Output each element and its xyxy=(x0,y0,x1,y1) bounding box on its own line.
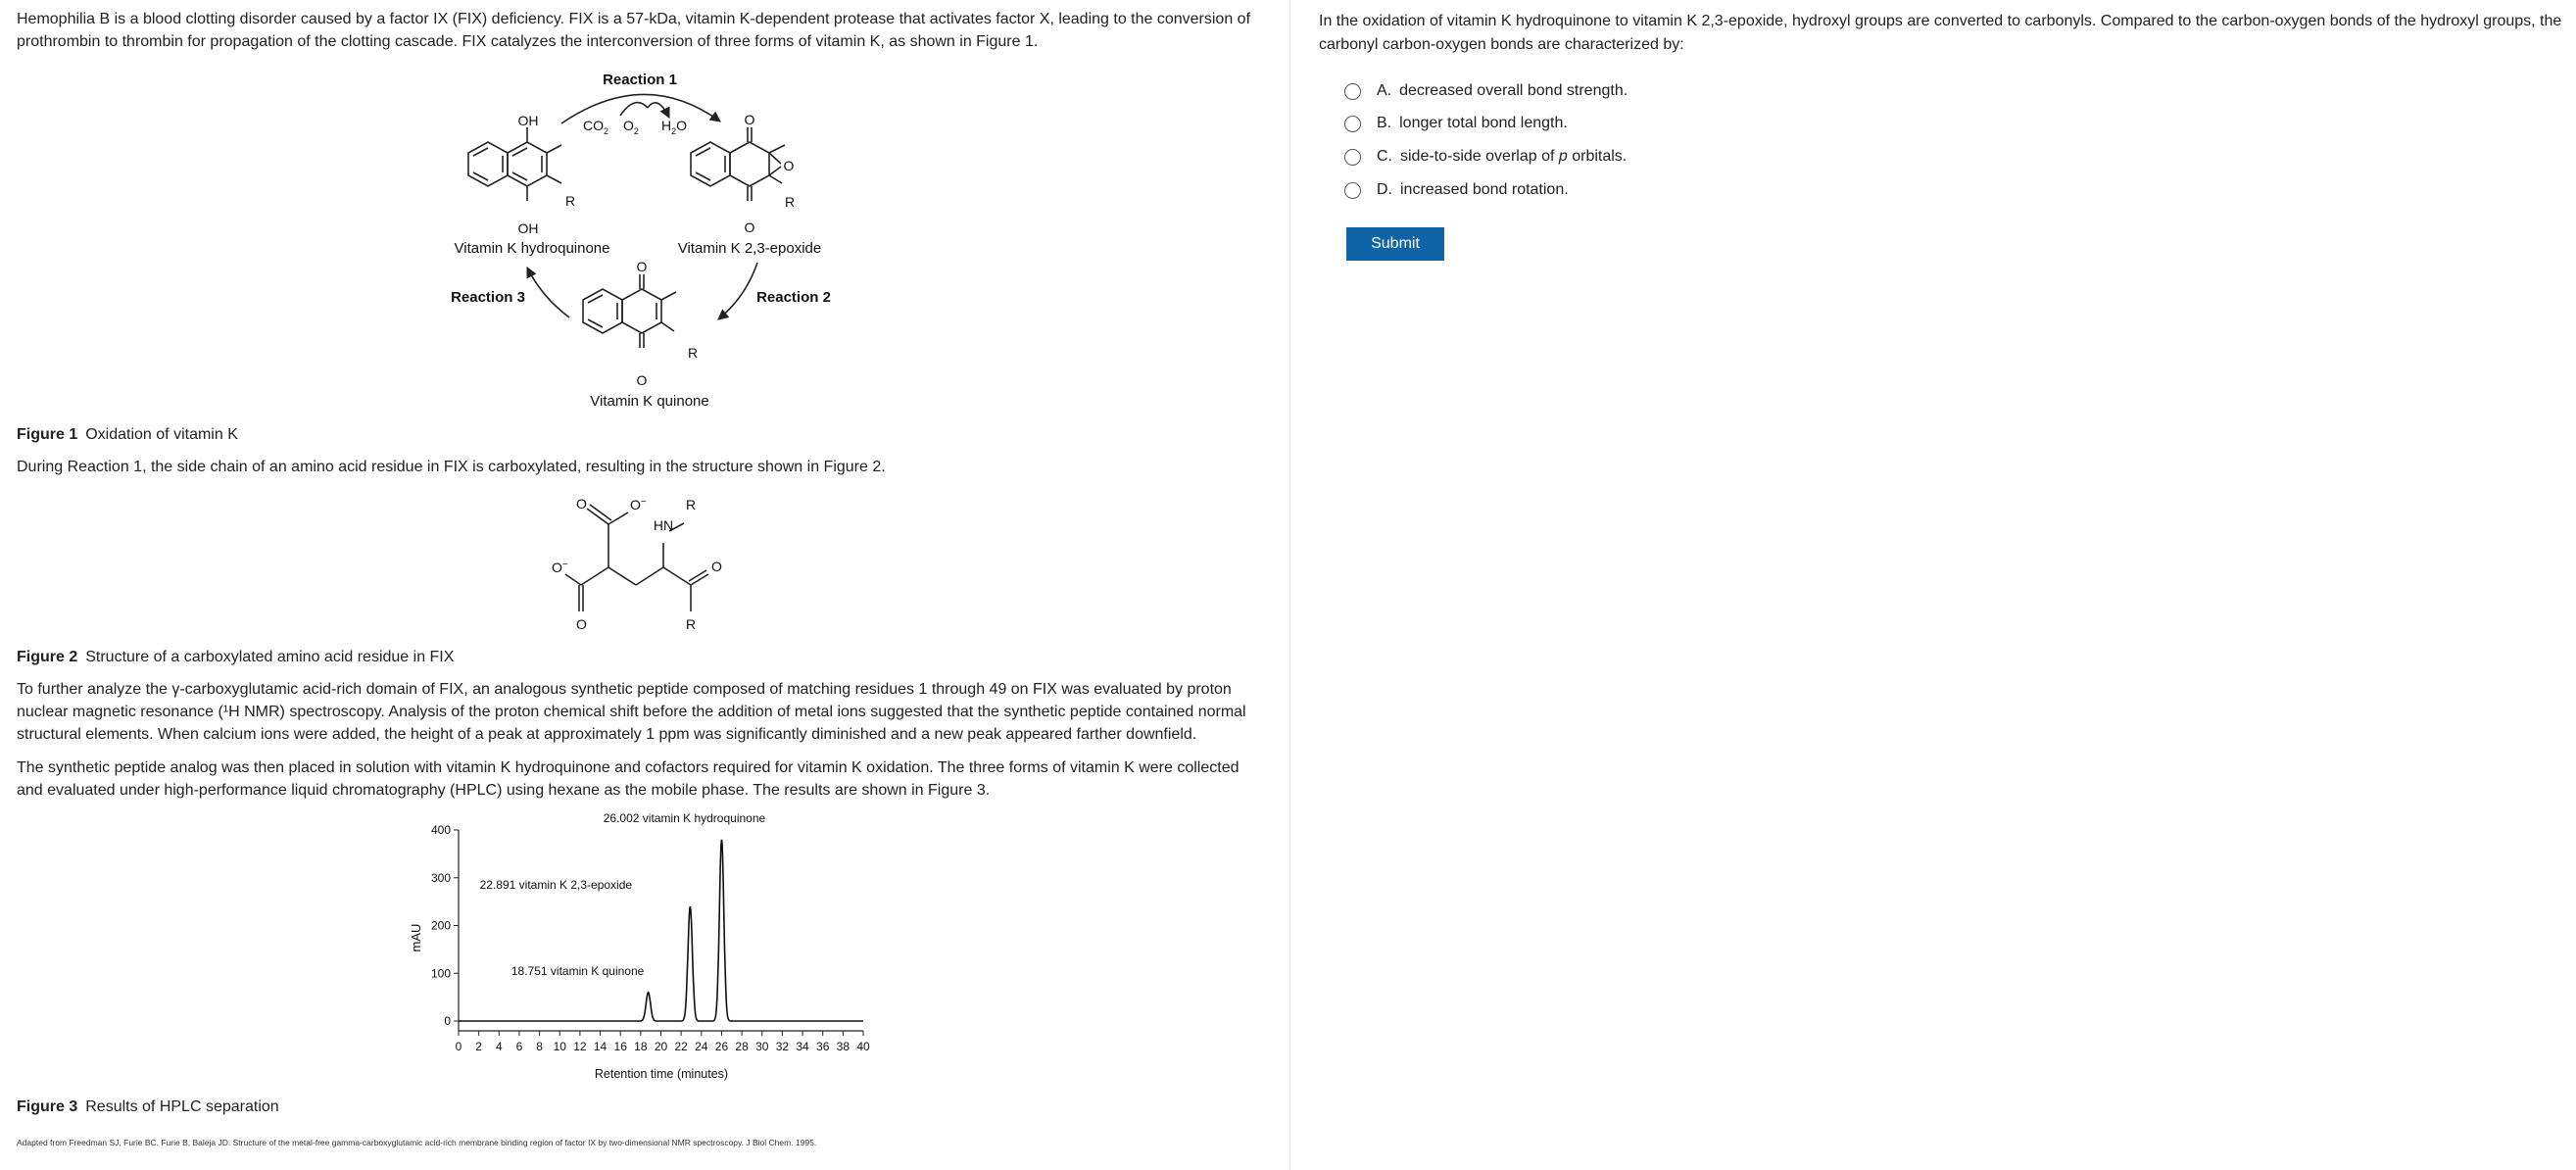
question-stem: In the oxidation of vitamin K hydroquinone to vitamin K 2,3-epoxide, hydroxyl groups are converted to carbonyls. Compared to the carbon-oxygen bonds of the hydroxyl groups, the carbonyl carbon-oxygen bonds are characterized by: xyxy=(1319,13,2562,53)
y-tick-label: 300 xyxy=(430,870,451,885)
svg-text:O: O xyxy=(744,219,755,235)
option-b[interactable] xyxy=(1344,113,1568,134)
option-a-text: decreased overall bond strength. xyxy=(1399,82,1628,99)
x-tick-label: 16 xyxy=(613,1040,627,1053)
x-tick-label: 26 xyxy=(714,1040,729,1053)
option-d-radio[interactable] xyxy=(1344,182,1361,199)
svg-text:R: R xyxy=(565,193,576,209)
svg-text:HN: HN xyxy=(653,517,674,533)
svg-text:O: O xyxy=(636,259,648,274)
option-d[interactable] xyxy=(1344,179,1569,201)
option-c-text: side-to-side overlap of p orbitals. xyxy=(1400,148,1628,165)
option-a-radio[interactable] xyxy=(1344,83,1361,100)
x-tick-label: 8 xyxy=(536,1040,543,1053)
option-c-radio[interactable] xyxy=(1344,149,1361,166)
hydroquinone-structure xyxy=(468,127,561,201)
option-a-letter: A. xyxy=(1377,82,1392,99)
x-axis-label: Retention time (minutes) xyxy=(594,1067,729,1081)
source-citation: Adapted from Freedman SJ, Furie BC, Furie B, Baleja JD. Structure of the metal-free gamma-carboxyglutamic acid-rich membrane binding region of factor IX by two-dimensional NMR spectroscopy. J Biol Chem. 1995. xyxy=(17,1138,817,1147)
option-a[interactable] xyxy=(1344,80,1628,102)
reaction-1-label: Reaction 1 xyxy=(603,72,677,88)
svg-text:O−: O− xyxy=(552,560,568,575)
figure-2-structure xyxy=(522,490,757,637)
option-b-letter: B. xyxy=(1377,115,1392,131)
figure-2-caption: Figure 2 Structure of a carboxylated amino acid residue in FIX xyxy=(17,649,455,665)
option-c[interactable] xyxy=(1344,146,1627,168)
option-d-text: increased bond rotation. xyxy=(1400,181,1569,198)
passage-paragraph-2: During Reaction 1, the side chain of an amino acid residue in FIX is carboxylated, resulting in the structure shown in Figure 2. xyxy=(17,459,886,475)
x-tick-label: 4 xyxy=(495,1040,503,1053)
chromatogram-line xyxy=(459,840,863,1021)
peak-label: 26.002 vitamin K hydroquinone xyxy=(603,810,766,825)
svg-text:R: R xyxy=(785,194,796,210)
y-axis-label: mAU xyxy=(409,923,423,952)
option-b-text: longer total bond length. xyxy=(1399,115,1568,131)
svg-text:O: O xyxy=(636,372,648,388)
svg-text:OH: OH xyxy=(517,113,539,128)
quinone-structure xyxy=(583,274,676,348)
x-tick-label: 34 xyxy=(796,1040,809,1053)
x-tick-label: 12 xyxy=(573,1040,587,1053)
quinone-label: Vitamin K quinone xyxy=(590,393,709,410)
passage-paragraph-3: To further analyze the γ-carboxyglutamic acid-rich domain of FIX, an analogous synthetic peptide composed of matching residues 1 through 49 on FIX was evaluated by proton nuclear magnetic resonance (¹H NMR) spectroscopy. Analysis of the proton chemical shift before the addition of metal ions suggested that the synthetic peptide contained normal structural elements. When calcium ions were added, the height of a peak at approximately 1 ppm was significantly diminished and a new peak appeared farther downfield. xyxy=(17,681,1246,743)
y-tick-label: 100 xyxy=(430,966,451,981)
passage-paragraph-4: The synthetic peptide analog was then placed in solution with vitamin K hydroquinone and cofactors required for vitamin K oxidation. The three forms of vitamin K were collected and evaluated under high-performance liquid chromatography (HPLC) using hexane as the mobile phase. The results are shown in Figure 3. xyxy=(17,759,1239,799)
svg-text:O: O xyxy=(711,559,722,574)
x-tick-label: 20 xyxy=(654,1040,668,1053)
x-tick-label: 32 xyxy=(775,1040,790,1053)
y-tick-label: 400 xyxy=(430,823,451,837)
epoxide-label: Vitamin K 2,3-epoxide xyxy=(677,240,822,257)
hydroquinone-label: Vitamin K hydroquinone xyxy=(454,240,610,257)
cofactor-o2: $O_2$ xyxy=(623,118,639,136)
x-tick-label: 22 xyxy=(674,1040,688,1053)
x-tick-label: 14 xyxy=(593,1040,608,1053)
x-tick-label: 24 xyxy=(695,1040,708,1053)
x-tick-label: 40 xyxy=(856,1040,870,1053)
x-tick-label: 36 xyxy=(816,1040,830,1053)
x-tick-label: 38 xyxy=(836,1040,851,1053)
figure-3-chart xyxy=(397,810,870,1081)
epoxide-structure xyxy=(691,127,785,201)
svg-text:OH: OH xyxy=(517,220,539,236)
peak-label: 18.751 vitamin K quinone xyxy=(510,963,645,978)
figure-1-diagram xyxy=(434,67,924,410)
svg-text:O−: O− xyxy=(630,497,647,512)
x-tick-label: 6 xyxy=(515,1040,523,1053)
y-tick-label: 200 xyxy=(430,918,451,933)
svg-text:R: R xyxy=(687,345,699,361)
reaction-2-arrow xyxy=(718,263,757,319)
option-c-letter: C. xyxy=(1377,148,1392,165)
svg-text:O: O xyxy=(744,112,755,127)
submit-button[interactable]: Submit xyxy=(1346,227,1444,261)
svg-text:O: O xyxy=(576,616,587,632)
reaction-2-label: Reaction 2 xyxy=(756,289,831,306)
option-d-letter: D. xyxy=(1377,181,1392,198)
cofactor-co2: $CO_2$ xyxy=(583,118,609,136)
svg-text:R: R xyxy=(686,616,697,632)
svg-text:O: O xyxy=(576,496,587,512)
x-tick-label: 0 xyxy=(455,1040,462,1053)
figure-3-caption: Figure 3 Results of HPLC separation xyxy=(17,1098,279,1115)
x-tick-label: 2 xyxy=(475,1040,482,1053)
x-tick-label: 18 xyxy=(634,1040,648,1053)
x-tick-label: 30 xyxy=(755,1040,769,1053)
question-panel xyxy=(1290,0,2576,1170)
svg-text:R: R xyxy=(686,497,697,512)
y-tick-label: 0 xyxy=(444,1014,451,1028)
peak-label: 22.891 vitamin K 2,3-epoxide xyxy=(479,878,633,892)
reaction-3-label: Reaction 3 xyxy=(451,289,525,306)
reaction-3-arrow xyxy=(527,268,569,317)
figure-1-caption: Figure 1 Oxidation of vitamin K xyxy=(17,426,238,443)
option-b-radio[interactable] xyxy=(1344,116,1361,132)
x-tick-label: 10 xyxy=(553,1040,566,1053)
passage-paragraph-1: Hemophilia B is a blood clotting disorder caused by a factor IX (FIX) deficiency. FIX is a 57-kDa, vitamin K-dependent protease that activates factor X, leading to the conversion of prothrombin to thrombin for propagation of the clotting cascade. FIX catalyzes the interconversion of three forms of vitamin K, as shown in Figure 1. xyxy=(17,11,1251,50)
product-h2o: $H_2O$ xyxy=(661,118,688,136)
x-tick-label: 28 xyxy=(735,1040,749,1053)
svg-text:O: O xyxy=(783,158,795,173)
